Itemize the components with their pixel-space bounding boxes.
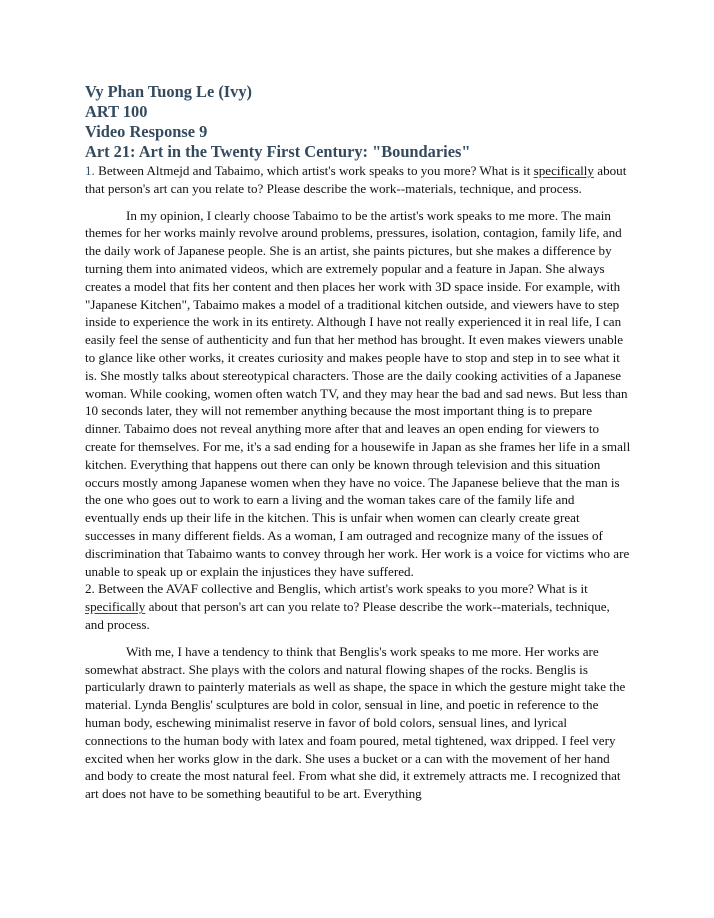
question-1-text-after: about that person's art can you relate to? Please describe the work--materials, technique, and process.	[85, 163, 627, 196]
question-2-number: 2.	[85, 581, 95, 597]
assignment-title: Video Response 9	[85, 122, 208, 141]
course-code: ART 100	[85, 102, 148, 121]
question-1-number: 1.	[85, 163, 95, 178]
question-2-underlined: specifically	[85, 599, 146, 615]
question-1-underlined: specifically	[533, 163, 594, 178]
question-1-text-before: Between Altmejd and Tabaimo, which artist's work speaks to you more? What is it	[94, 163, 534, 178]
question-2-text-before: Between the AVAF collective and Benglis, which artist's work speaks to you more? What is it	[94, 581, 588, 597]
question-2	[85, 580, 631, 633]
author-name: Vy Phan Tuong Le (Ivy)	[85, 82, 253, 101]
answer-2-paragraph: With me, I have a tendency to think that Benglis's work speaks to me more. Her works are somewhat abstract. She plays with the colors and natural flowing shapes of the rocks. Benglis is particularly drawn to painterly materials as well as shape, the space in which the gesture might take the material. Lynda Benglis' sculptures are bold in color, sensual in line, and poetic in reference to the human body, eschewing minimalist reserve in favor of bold colors, sensual lines, and lyrical connections to the human body with latex and foam poured, metal tightened, wax dripped. I feel very excited when her works glow in the dark. She uses a bucket or a can with the movement of her hand and body to create the most natural feel. From what she did, it extremely attracts me. I recognized that art does not have to be something beautiful to be art. Everything	[85, 643, 626, 802]
document-header	[85, 0, 631, 162]
document-body	[85, 162, 631, 803]
answer-1-paragraph: In my opinion, I clearly choose Tabaimo to be the artist's work speaks to me more. The main themes for her works mainly revolve around problems, pressures, isolation, contagion, family life, and the daily work of Japanese people. She is an artist, she paints pictures, but she makes a difference by turning them into animated videos, which are extremely popular and a feature in Japan. She always creates a model that fits her content and then places her work with 3D space inside. For example, with "Japanese Kitchen", Tabaimo makes a model of a traditional kitchen outside, and viewers have to step inside to experience the work in its entirety. Although I have not really experienced it in real life, I can easily feel the sense of authenticity and fun that her method has brought. It even makes viewers unable to glance like other works, it creates curiosity and makes people have to stop and step in to see what it is. She mostly talks about stereotypical characters. Those are the daily cooking activities of a Japanese woman. While cooking, women often watch TV, and they may hear the bad and sad news. But less than 10 seconds later, they will not remember anything because the most important thing is to prepare dinner. Tabaimo does not reveal anything more after that and leaves an open ending for viewers to create for themselves. For me, it's a sad ending for a housewife in Japan as she frames her life in a small kitchen. Everything that happens out there can only be known through television and this situation occurs mostly among Japanese women when they have no voice. The Japanese believe that the man is the one who goes out to work to earn a living and the woman takes care of the family life and eventually ends up their life in the kitchen. This is unfair when women can clearly create great successes in many different fields. As a woman, I am outraged and recognize many of the issues of discrimination that Tabaimo wants to convey through her work. Her work is a voice for victims who are unable to speak up or explain the injustices they have suffered.	[85, 207, 631, 579]
document-title: Art 21: Art in the Twenty First Century: "Boundaries"	[85, 142, 471, 161]
question-1	[85, 162, 631, 198]
question-2-text-after: about that person's art can you relate to? Please describe the work--materials, technique, and process.	[85, 599, 610, 632]
